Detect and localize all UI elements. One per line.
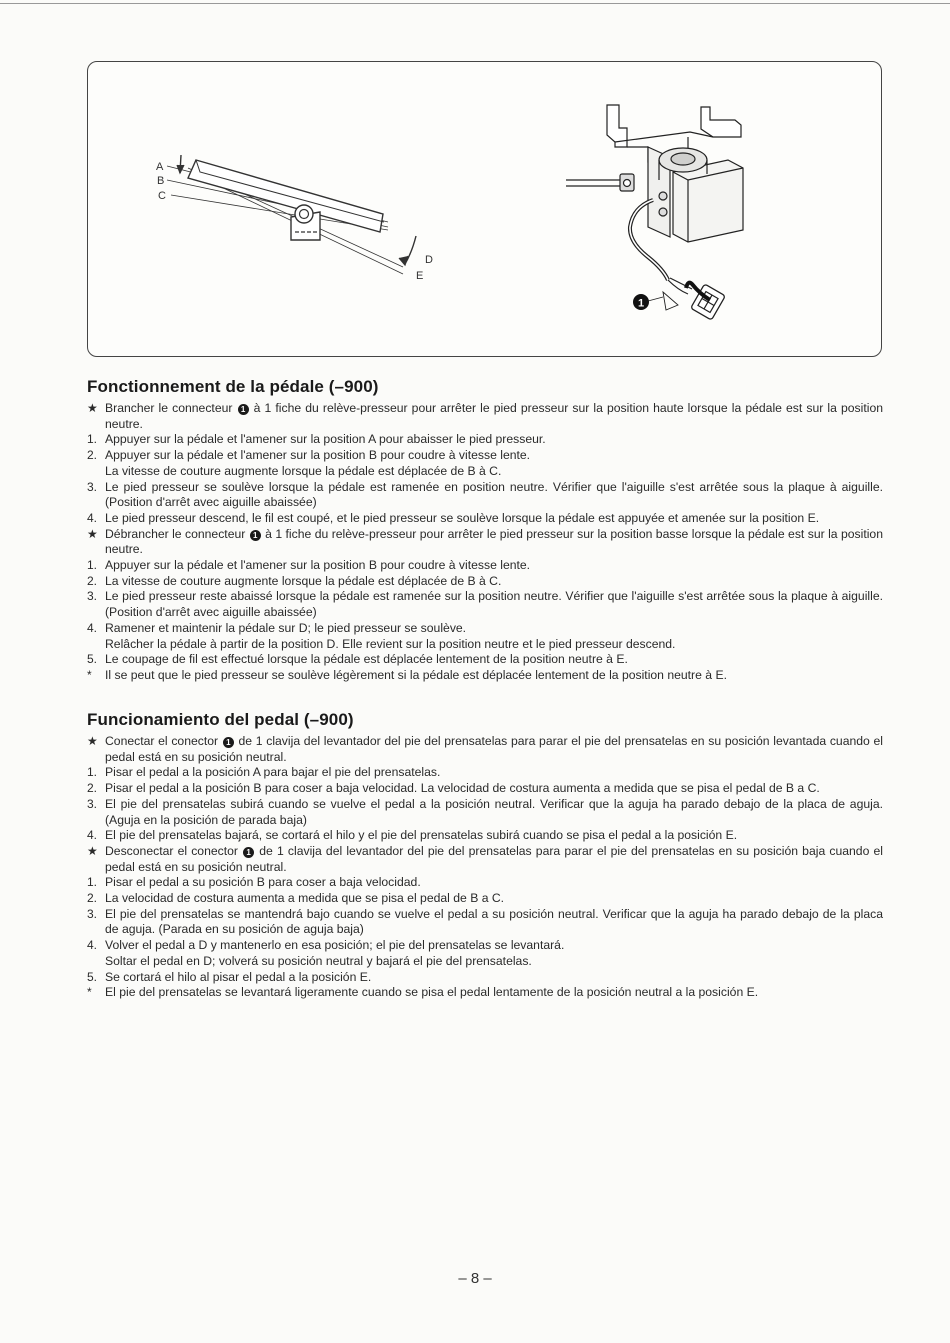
section-french — [87, 377, 883, 684]
instruction-item — [87, 401, 883, 432]
instruction-item — [87, 668, 883, 684]
item-text: Appuyer sur la pédale et l'amener sur la position B pour coudre à vitesse lente. — [105, 448, 531, 463]
item-text: Pisar el pedal a su posición B para coser a baja velocidad. — [105, 875, 421, 890]
item-marker: 2. — [87, 448, 98, 463]
connector-ref-icon: 1 — [238, 404, 249, 415]
instruction-item — [87, 797, 883, 828]
item-marker: 4. — [87, 828, 98, 843]
item-text: El pie del prensatelas bajará, se cortará el hilo y el pie del prensatelas subirá cuando se pisa el pedal a la posición E. — [105, 828, 738, 843]
instruction-item — [87, 480, 883, 511]
item-marker: 5. — [87, 652, 98, 667]
instruction-item — [87, 970, 883, 986]
instruction-item — [87, 844, 883, 875]
item-marker: 1. — [87, 432, 98, 447]
item-text: Il se peut que le pied presseur se soulève légèrement si la pédale est déplacée lentement de la position neutre à E. — [105, 667, 727, 682]
instruction-item — [87, 652, 883, 668]
item-text: Pisar el pedal a la posición A para bajar el pie del prensatelas. — [105, 765, 441, 780]
item-text: El pie del prensatelas se mantendrá bajo cuando se vuelve el pedal a su posición neutral. Verificar que la aguja ha parado debajo de la placa de aguja. (Parada en su posición de aguja baja) — [105, 906, 883, 937]
instruction-item — [87, 891, 883, 907]
connector-ref-icon: 1 — [250, 530, 261, 541]
item-marker: 4. — [87, 938, 98, 953]
item-marker: 5. — [87, 969, 98, 984]
item-marker: 2. — [87, 573, 98, 588]
label-a: A — [156, 161, 164, 173]
instruction-item — [87, 765, 883, 781]
item-marker: ★ — [87, 401, 98, 415]
item-marker: 1. — [87, 875, 98, 890]
item-text: Le pied presseur descend, le fil est coupé, et le pied presseur se soulève lorsque la pédale est appuyée et amenée sur la position E. — [105, 510, 820, 525]
connector-ref-icon: 1 — [243, 847, 254, 858]
item-marker: * — [87, 985, 92, 1000]
connector-marker — [633, 294, 649, 310]
item-text: Relâcher la pédale à partir de la position D. Elle revient sur la position neutre et le pied presseur descend. — [105, 636, 676, 651]
label-b: B — [157, 175, 165, 187]
item-text: Le pied presseur se soulève lorsque la pédale est ramenée en position neutre. Vérifier que l'aiguille s'est arrêtée sous la plaque à aiguille. (Position d'arrêt avec aiguille abaissée) — [105, 479, 883, 510]
item-marker: * — [87, 667, 92, 682]
item-text: La vitesse de couture augmente lorsque la pédale est déplacée de B à C. — [105, 573, 502, 588]
item-text: Appuyer sur la pédale et l'amener sur la position B pour coudre à vitesse lente. — [105, 558, 531, 573]
instruction-list-french — [87, 401, 883, 684]
item-text: Desconectar el conector — [105, 843, 238, 858]
item-marker: 4. — [87, 620, 98, 635]
instruction-item — [87, 875, 883, 891]
item-marker: 3. — [87, 589, 98, 604]
item-marker: ★ — [87, 734, 98, 748]
item-text: Ramener et maintenir la pédale sur D; le pied presseur se soulève. — [105, 620, 467, 635]
instruction-item — [87, 558, 883, 574]
item-marker: 2. — [87, 781, 98, 796]
pedal-diagrams — [88, 62, 881, 356]
item-marker: 3. — [87, 796, 98, 811]
section-title-spanish: Funcionamiento del pedal (–900) — [87, 710, 354, 729]
instruction-item — [87, 734, 883, 765]
item-text: de 1 clavija del levantador del pie del prensatelas para parar el pie del prensatelas en su posición baja cuando el pedal está en su posición neutral. — [105, 843, 883, 874]
item-text: Appuyer sur la pédale et l'amener sur la position A pour abaisser le pied presseur. — [105, 432, 546, 447]
instruction-item — [87, 511, 883, 527]
label-e: E — [416, 270, 424, 282]
item-text: Pisar el pedal a la posición B para coser a baja velocidad. La velocidad de costura aumenta a medida que se pisa el pedal de B a C. — [105, 781, 820, 796]
top-rule — [0, 3, 950, 4]
item-text: à 1 fiche du relève-presseur pour arrêter le pied presseur sur la position basse lorsque la pédale est sur la position neutre. — [105, 526, 883, 557]
item-marker: ★ — [87, 843, 98, 858]
connector-ref-icon: 1 — [223, 737, 234, 748]
item-marker: 3. — [87, 906, 98, 921]
instruction-item — [87, 432, 883, 448]
item-text: El pie del prensatelas subirá cuando se vuelve el pedal a la posición neutral. Verificar que la aguja ha parado debajo de la placa de aguja. (Aguja en la posición de parada baja) — [105, 796, 883, 827]
item-text: La vitesse de couture augmente lorsque la pédale est déplacée de B à C. — [105, 463, 502, 478]
instruction-item — [87, 574, 883, 590]
solenoid-connector-diagram — [566, 105, 743, 320]
item-text: Le coupage de fil est effectué lorsque la pédale est déplacée lentement de la position neutre à E. — [105, 652, 628, 667]
instruction-list-spanish — [87, 734, 883, 1001]
section-title-french: Fonctionnement de la pédale (–900) — [87, 377, 379, 396]
item-text: de 1 clavija del levantador del pie del prensatelas para parar el pie del prensatelas en su posición levantada cuando el pedal está en su posición neutral. — [105, 734, 883, 764]
instruction-item — [87, 907, 883, 938]
label-c: C — [158, 190, 166, 202]
item-text: Soltar el pedal en D; volverá su posición neutral y bajará el pie del prensatelas. — [105, 953, 532, 968]
instruction-item — [87, 527, 883, 558]
connector-number: 1 — [637, 297, 645, 310]
instruction-item — [87, 828, 883, 844]
item-marker: 4. — [87, 510, 98, 525]
item-text: Débrancher le connecteur — [105, 526, 246, 541]
label-d: D — [425, 254, 433, 266]
instruction-item — [87, 589, 883, 620]
instruction-item — [87, 985, 883, 1001]
item-text: El pie del prensatelas se levantará ligeramente cuando se pisa el pedal lentamente de la posición neutral a la posición E. — [105, 985, 759, 1000]
instruction-item — [87, 781, 883, 797]
item-marker: 1. — [87, 558, 98, 573]
pedal-position-diagram — [167, 155, 416, 274]
item-text: à 1 fiche du relève-presseur pour arrêter le pied presseur sur la position haute lorsque la pédale est sur la position neutre. — [105, 401, 884, 431]
section-spanish — [87, 710, 883, 1001]
instruction-item — [87, 621, 883, 652]
item-marker: 1. — [87, 765, 98, 780]
item-text: Se cortará el hilo al pisar el pedal a la posición E. — [105, 969, 372, 984]
instruction-item — [87, 938, 883, 969]
instruction-item — [87, 448, 883, 479]
page-number: – 8 – — [458, 1270, 492, 1287]
item-text: Volver el pedal a D y mantenerlo en esa posición; el pie del prensatelas se levantará. — [105, 938, 565, 953]
item-text: La velocidad de costura aumenta a medida que se pisa el pedal de B a C. — [105, 891, 505, 906]
item-text: Brancher le connecteur — [105, 401, 233, 415]
item-text: Conectar el conector — [105, 734, 219, 748]
item-marker: ★ — [87, 526, 98, 541]
figure-panel — [87, 61, 882, 357]
item-text: Le pied presseur reste abaissé lorsque la pédale est ramenée sur la position neutre. Vérifier que l'aiguille s'est arrêtée sous la plaque à aiguille. (Position d'arrêt avec aiguille abaissée) — [105, 589, 883, 620]
item-marker: 2. — [87, 891, 98, 906]
item-marker: 3. — [87, 479, 98, 494]
